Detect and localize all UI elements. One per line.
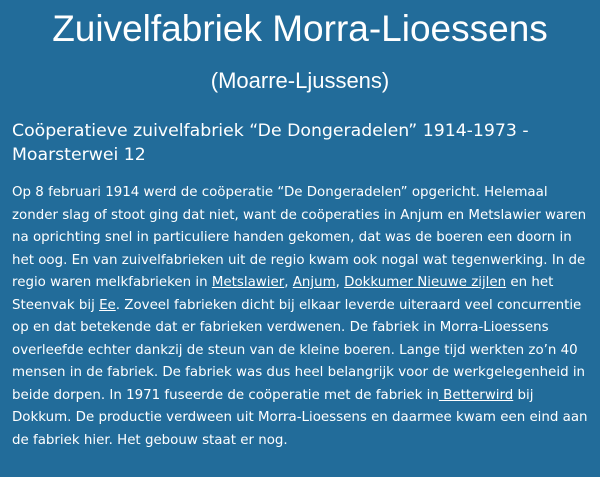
body-text-segment: Op 8 februari 1914 werd de coöperatie “De Dongeradelen” opgericht. Helemaal zonder slag of stoot ging dat niet, want de coöperaties in Anjum en Metslawier waren na oprichting snel in particuliere handen gekomen, dat was de boeren een doorn in het oog. En van zuivelfabrieken uit de regio kwam ook nogal wat tegenwerking. In de regio waren melkfabrieken in: [12, 185, 587, 290]
link-anjum[interactable]: Anjum: [292, 275, 336, 290]
body-text-segment: . Zoveel fabrieken dicht bij elkaar leverde uiteraard veel concurrentie op en dat betekende dat er fabrieken verdwenen. De fabriek in Morra-Lioessens overleefde echter dankzij de steun van de kleine boeren. Lange tijd werkten zo’n 40 mensen in de fabriek. De fabriek was dus heel belangrijk voor de werkgelegenheid in beide dorpen. In 1971 fuseerde de coöperatie met de fabriek in: [12, 297, 586, 403]
article-body: [12, 182, 594, 452]
separator: ,: [284, 275, 293, 290]
separator: ,: [335, 275, 345, 290]
link-ee[interactable]: Ee: [99, 297, 116, 313]
link-dokkumer-nieuwe-zijlen[interactable]: Dokkumer Nieuwe zijlen: [344, 275, 507, 290]
page-subtitle: (Moarre-Ljussens): [210, 68, 390, 93]
page-title: Zuivelfabriek Morra-Lioessens: [52, 8, 548, 49]
link-betterwird[interactable]: Betterwird: [438, 387, 514, 403]
body-text-segment: bij Dokkum. De productie verdween uit Morra-Lioessens en daarmee kwam een eind aan de fabriek hier. Het gebouw staat er nog.: [12, 387, 588, 448]
section-heading: Coöperatieve zuivelfabriek “De Dongeradelen” 1914-1973 - Moarsterwei 12: [12, 121, 529, 165]
link-metslawier[interactable]: Metslawier: [211, 275, 285, 290]
body-text-segment: en het Steenvak bij: [12, 275, 554, 313]
